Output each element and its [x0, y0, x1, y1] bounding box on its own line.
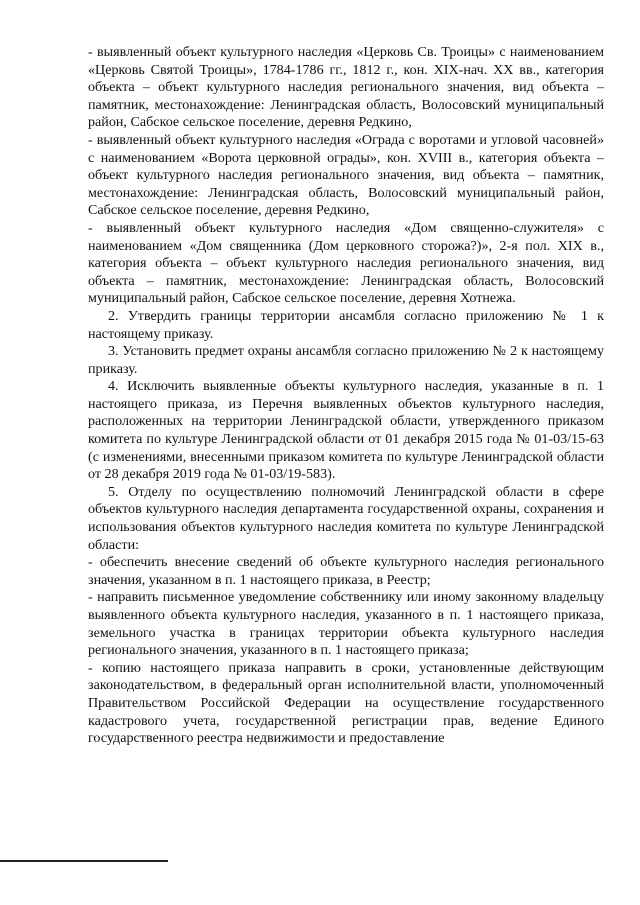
paragraph-task-notify: - направить письменное уведомление собственнику или иному законному владельцу выявленного объекта культурного наследия, указанного в п. 1 настоящего приказа, земельного участка в границах территории объекта культурного наследия регионального значения, указанного в п. 1 настоящего приказа;: [88, 589, 604, 659]
paragraph-task-copy: - копию настоящего приказа направить в сроки, установленные действующим законодательством, в федеральный орган исполнительной власти, уполномоченный Правительством Российской Федерации на осуществление государственного кадастрового учета, государственной регистрации прав, ведение Единого государственного реестра недвижимости и предоставление: [88, 659, 604, 747]
paragraph-item-3: 3. Установить предмет охраны ансамбля согласно приложению № 2 к настоящему приказу.: [88, 343, 604, 377]
footer-rule: [0, 860, 168, 862]
paragraph-item-4: 4. Исключить выявленные объекты культурного наследия, указанные в п. 1 настоящего приказа, из Перечня выявленных объектов культурного наследия, расположенных на территории Ленинградской области, утвержденного приказом комитета по культуре Ленинградской области от 01 декабря 2015 года № 01-03/15-63 (с изменениями, внесенными приказом комитета по культуре Ленинградской области от 28 декабря 2019 года № 01-03/19-583).: [88, 378, 604, 483]
paragraph-task-registry: - обеспечить внесение сведений об объекте культурного наследия регионального значения, указанном в п. 1 настоящего приказа, в Реестр;: [88, 554, 604, 588]
paragraph-item-5: 5. Отделу по осуществлению полномочий Ленинградской области в сфере объектов культурного наследия департамента государственной охраны, сохранения и использования объектов культурного наследия комитета по культуре Ленинградской области:: [88, 483, 604, 553]
paragraph-object-church: - выявленный объект культурного наследия «Церковь Св. Троицы» с наименованием «Церковь Святой Троицы», 1784-1786 гг., 1812 г., кон. XIX-нач. XX вв., категория объекта – объект культурного наследия регионального значения, вид объекта – памятник, местонахождение: Ленинградская область, Волосовский муниципальный район, Сабское сельское поселение, деревня Редкино,: [88, 44, 604, 131]
document-body: [88, 44, 604, 748]
paragraph-object-fence: - выявленный объект культурного наследия «Ограда с воротами и угловой часовней» с наименованием «Ворота церковной ограды», кон. XVIII в., категория объекта – объект культурного наследия регионального значения, вид объекта – памятник, местонахождение: Ленинградская область, Волосовский муниципальный район, Сабское сельское поселение, деревня Редкино,: [88, 131, 604, 219]
paragraph-object-house: - выявленный объект культурного наследия «Дом священно-служителя» с наименованием «Дом священника (Дом церковного сторожа?)», 2-я пол. XIX в., категория объекта – объект культурного наследия регионального значения, вид объекта – памятник, местонахождение: Ленинградская область, Волосовский муниципальный район, Сабское сельское поселение, деревня Хотнежа.: [88, 219, 604, 307]
paragraph-item-2: 2. Утвердить границы территории ансамбля согласно приложению № 1 к настоящему приказу.: [88, 307, 604, 342]
